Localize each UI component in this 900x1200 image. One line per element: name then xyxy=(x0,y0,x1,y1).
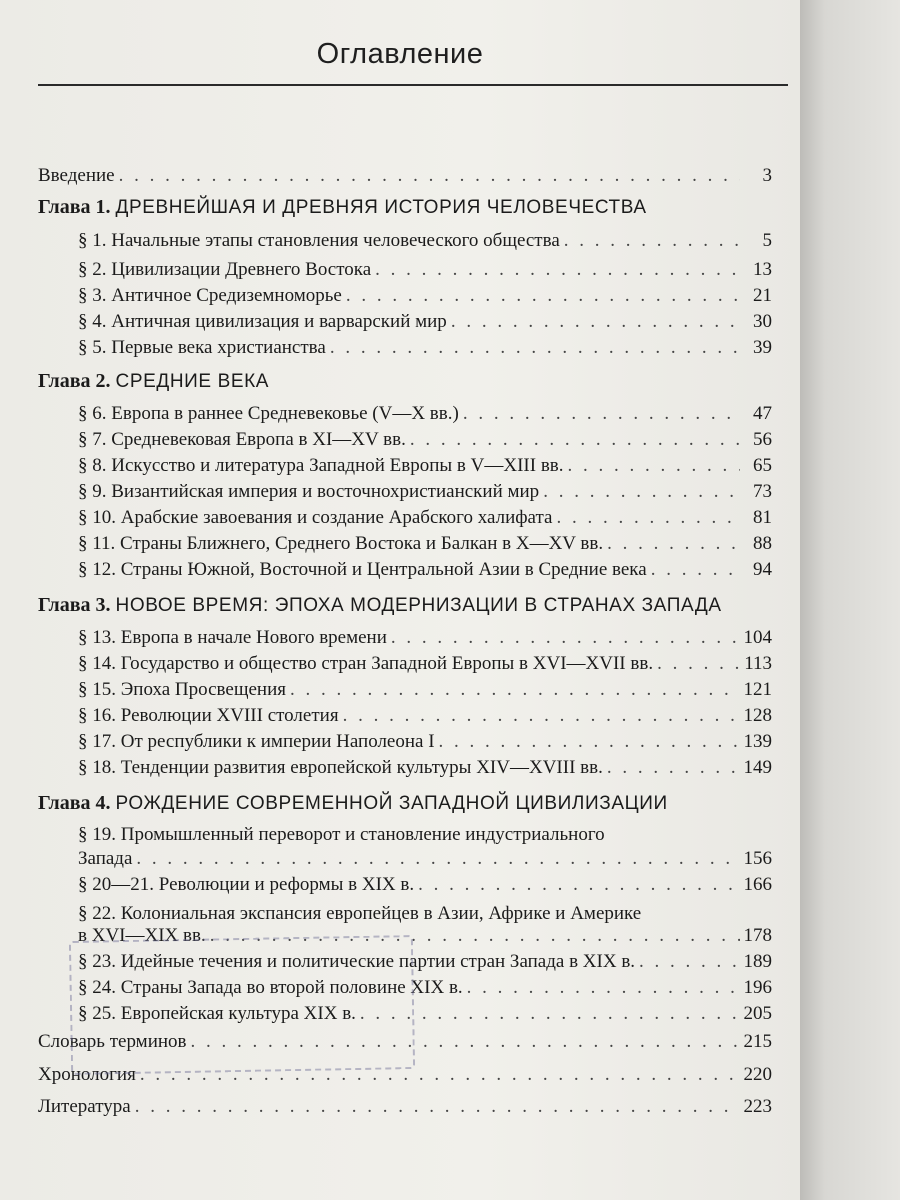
leader-dots xyxy=(607,757,740,779)
entry-title: Введение xyxy=(38,165,115,186)
entry-title: § 4. Античная цивилизация и варварский мир xyxy=(78,311,447,332)
toc-entry xyxy=(78,848,772,870)
leader-dots xyxy=(135,1096,740,1118)
entry-title: § 1. Начальные этапы становления человеческого общества xyxy=(78,230,560,251)
chapter-heading xyxy=(38,196,647,219)
entry-page: 215 xyxy=(743,1031,772,1052)
chapter-label: Глава 1. xyxy=(38,196,111,218)
chapter-heading xyxy=(38,792,668,815)
entry-title: § 7. Средневековая Европа в XI—XV вв. xyxy=(78,429,406,450)
toc-entry xyxy=(78,757,772,779)
leader-dots xyxy=(467,977,740,999)
entry-title: § 5. Первые века христианства xyxy=(78,337,326,358)
leader-dots xyxy=(391,627,740,649)
toc-entry xyxy=(78,259,772,281)
toc-entry xyxy=(78,533,772,555)
entry-title-line1: § 22. Колониальная экспансия европейцев в Азии, Африке и Америке xyxy=(78,903,642,924)
entry-page: 56 xyxy=(753,429,772,450)
toc-entry xyxy=(78,705,772,727)
toc-entry xyxy=(78,874,772,896)
entry-title: § 15. Эпоха Просвещения xyxy=(78,679,286,700)
entry-page: 220 xyxy=(743,1064,772,1085)
toc-entry xyxy=(78,455,772,477)
toc-entry xyxy=(78,337,772,359)
chapter-label: Глава 3. xyxy=(38,594,111,616)
leader-dots xyxy=(346,285,740,307)
toc-entry-literature xyxy=(38,1096,772,1118)
chapter-label: Глава 2. xyxy=(38,370,111,392)
toc-entry-intro xyxy=(38,165,772,187)
toc-entry xyxy=(78,559,772,581)
chapter-label: Глава 4. xyxy=(38,792,111,814)
chapter-title: ДРЕВНЕЙШАЯ И ДРЕВНЯЯ ИСТОРИЯ ЧЕЛОВЕЧЕСТВА xyxy=(115,197,647,218)
toc-entry xyxy=(78,679,772,701)
entry-page: 21 xyxy=(753,285,772,306)
leader-dots xyxy=(360,1003,740,1025)
entry-title: § 18. Тенденции развития европейской культуры XIV—XVIII вв. xyxy=(78,757,603,778)
entry-page: 13 xyxy=(753,259,772,280)
entry-page: 166 xyxy=(743,874,772,895)
entry-page: 156 xyxy=(743,848,772,869)
entry-page: 39 xyxy=(753,337,772,358)
entry-page: 73 xyxy=(753,481,772,502)
entry-page: 178 xyxy=(743,925,772,946)
toc-entry xyxy=(78,627,772,649)
entry-title: § 23. Идейные течения и политические партии стран Запада в XIX в. xyxy=(78,951,636,972)
entry-page: 189 xyxy=(743,951,772,972)
toc-entry xyxy=(78,311,772,333)
leader-dots xyxy=(564,230,740,252)
leader-dots xyxy=(375,259,740,281)
entry-page: 113 xyxy=(744,653,772,674)
entry-title: § 14. Государство и общество стран Западной Европы в XVI—XVII вв. xyxy=(78,653,654,674)
entry-page: 5 xyxy=(762,230,772,251)
toc-entry xyxy=(78,285,772,307)
leader-dots xyxy=(439,731,740,753)
entry-page: 121 xyxy=(743,679,772,700)
leader-dots xyxy=(119,165,740,187)
chapter-title: НОВОЕ ВРЕМЯ: ЭПОХА МОДЕРНИЗАЦИИ В СТРАНАХ ЗАПАДА xyxy=(115,595,722,616)
toc-entry xyxy=(78,403,772,425)
entry-title-line2: в XVI—XIX вв. xyxy=(78,925,206,946)
entry-title: § 3. Античное Средиземноморье xyxy=(78,285,342,306)
toc-entry xyxy=(78,429,772,451)
chapter-heading xyxy=(38,370,269,393)
entry-title: § 6. Европа в раннее Средневековье (V—X вв.) xyxy=(78,403,459,424)
leader-dots xyxy=(568,455,740,477)
entry-title-line1: § 19. Промышленный переворот и становление индустриального xyxy=(78,824,605,845)
leader-dots xyxy=(410,429,740,451)
page-title: Оглавление xyxy=(316,38,484,70)
entry-page: 3 xyxy=(762,165,772,186)
entry-page: 94 xyxy=(753,559,772,580)
toc-entry xyxy=(78,481,772,503)
book-edge xyxy=(800,0,900,1200)
leader-dots xyxy=(639,951,739,973)
library-stamp xyxy=(69,935,415,1075)
entry-title: § 17. От республики к империи Наполеона I xyxy=(78,731,435,752)
entry-page: 205 xyxy=(743,1003,772,1024)
leader-dots xyxy=(330,337,740,359)
entry-title: § 9. Византийская империя и восточнохристианский мир xyxy=(78,481,540,502)
toc-entry xyxy=(78,507,772,529)
entry-page: 128 xyxy=(743,705,772,726)
entry-title: § 8. Искусство и литература Западной Европы в V—XIII вв. xyxy=(78,455,564,476)
leader-dots xyxy=(290,679,740,701)
entry-title: § 25. Европейская культура XIX в. xyxy=(78,1003,356,1024)
leader-dots xyxy=(657,653,740,675)
entry-title: § 24. Страны Запада во второй половине XIX в. xyxy=(78,977,463,998)
entry-title: Словарь терминов xyxy=(38,1031,187,1052)
toc-entry xyxy=(78,653,772,675)
entry-page: 149 xyxy=(743,757,772,778)
entry-title: § 12. Страны Южной, Восточной и Центральной Азии в Средние века xyxy=(78,559,647,580)
leader-dots xyxy=(556,507,740,529)
leader-dots xyxy=(343,705,740,727)
leader-dots xyxy=(607,533,740,555)
entry-page: 196 xyxy=(743,977,772,998)
entry-page: 47 xyxy=(753,403,772,424)
toc-entry xyxy=(78,731,772,753)
entry-title-line2: Запада xyxy=(78,848,133,869)
entry-title: § 16. Революции XVIII столетия xyxy=(78,705,339,726)
chapter-title: РОЖДЕНИЕ СОВРЕМЕННОЙ ЗАПАДНОЙ ЦИВИЛИЗАЦИИ xyxy=(115,793,668,814)
entry-page: 139 xyxy=(743,731,772,752)
entry-title: § 20—21. Революции и реформы в XIX в. xyxy=(78,874,415,895)
leader-dots xyxy=(418,874,739,896)
entry-title: Хронология xyxy=(38,1064,136,1085)
leader-dots xyxy=(451,311,740,333)
entry-page: 223 xyxy=(743,1096,772,1117)
entry-title: § 13. Европа в начале Нового времени xyxy=(78,627,387,648)
entry-page: 104 xyxy=(743,627,772,648)
chapter-title: СРЕДНИЕ ВЕКА xyxy=(115,371,270,392)
chapter-heading xyxy=(38,594,722,617)
leader-dots xyxy=(543,481,740,503)
entry-title: § 10. Арабские завоевания и создание Арабского халифата xyxy=(78,507,553,528)
entry-page: 81 xyxy=(753,507,772,528)
leader-dots xyxy=(651,559,740,581)
entry-title: § 2. Цивилизации Древнего Востока xyxy=(78,259,372,280)
entry-title: § 11. Страны Ближнего, Среднего Востока и Балкан в X—XV вв. xyxy=(78,533,604,554)
leader-dots xyxy=(463,403,740,425)
entry-page: 88 xyxy=(753,533,772,554)
toc-entry xyxy=(78,230,772,252)
entry-page: 30 xyxy=(753,311,772,332)
entry-page: 65 xyxy=(753,455,772,476)
leader-dots xyxy=(136,848,739,870)
entry-title: Литература xyxy=(38,1096,131,1117)
